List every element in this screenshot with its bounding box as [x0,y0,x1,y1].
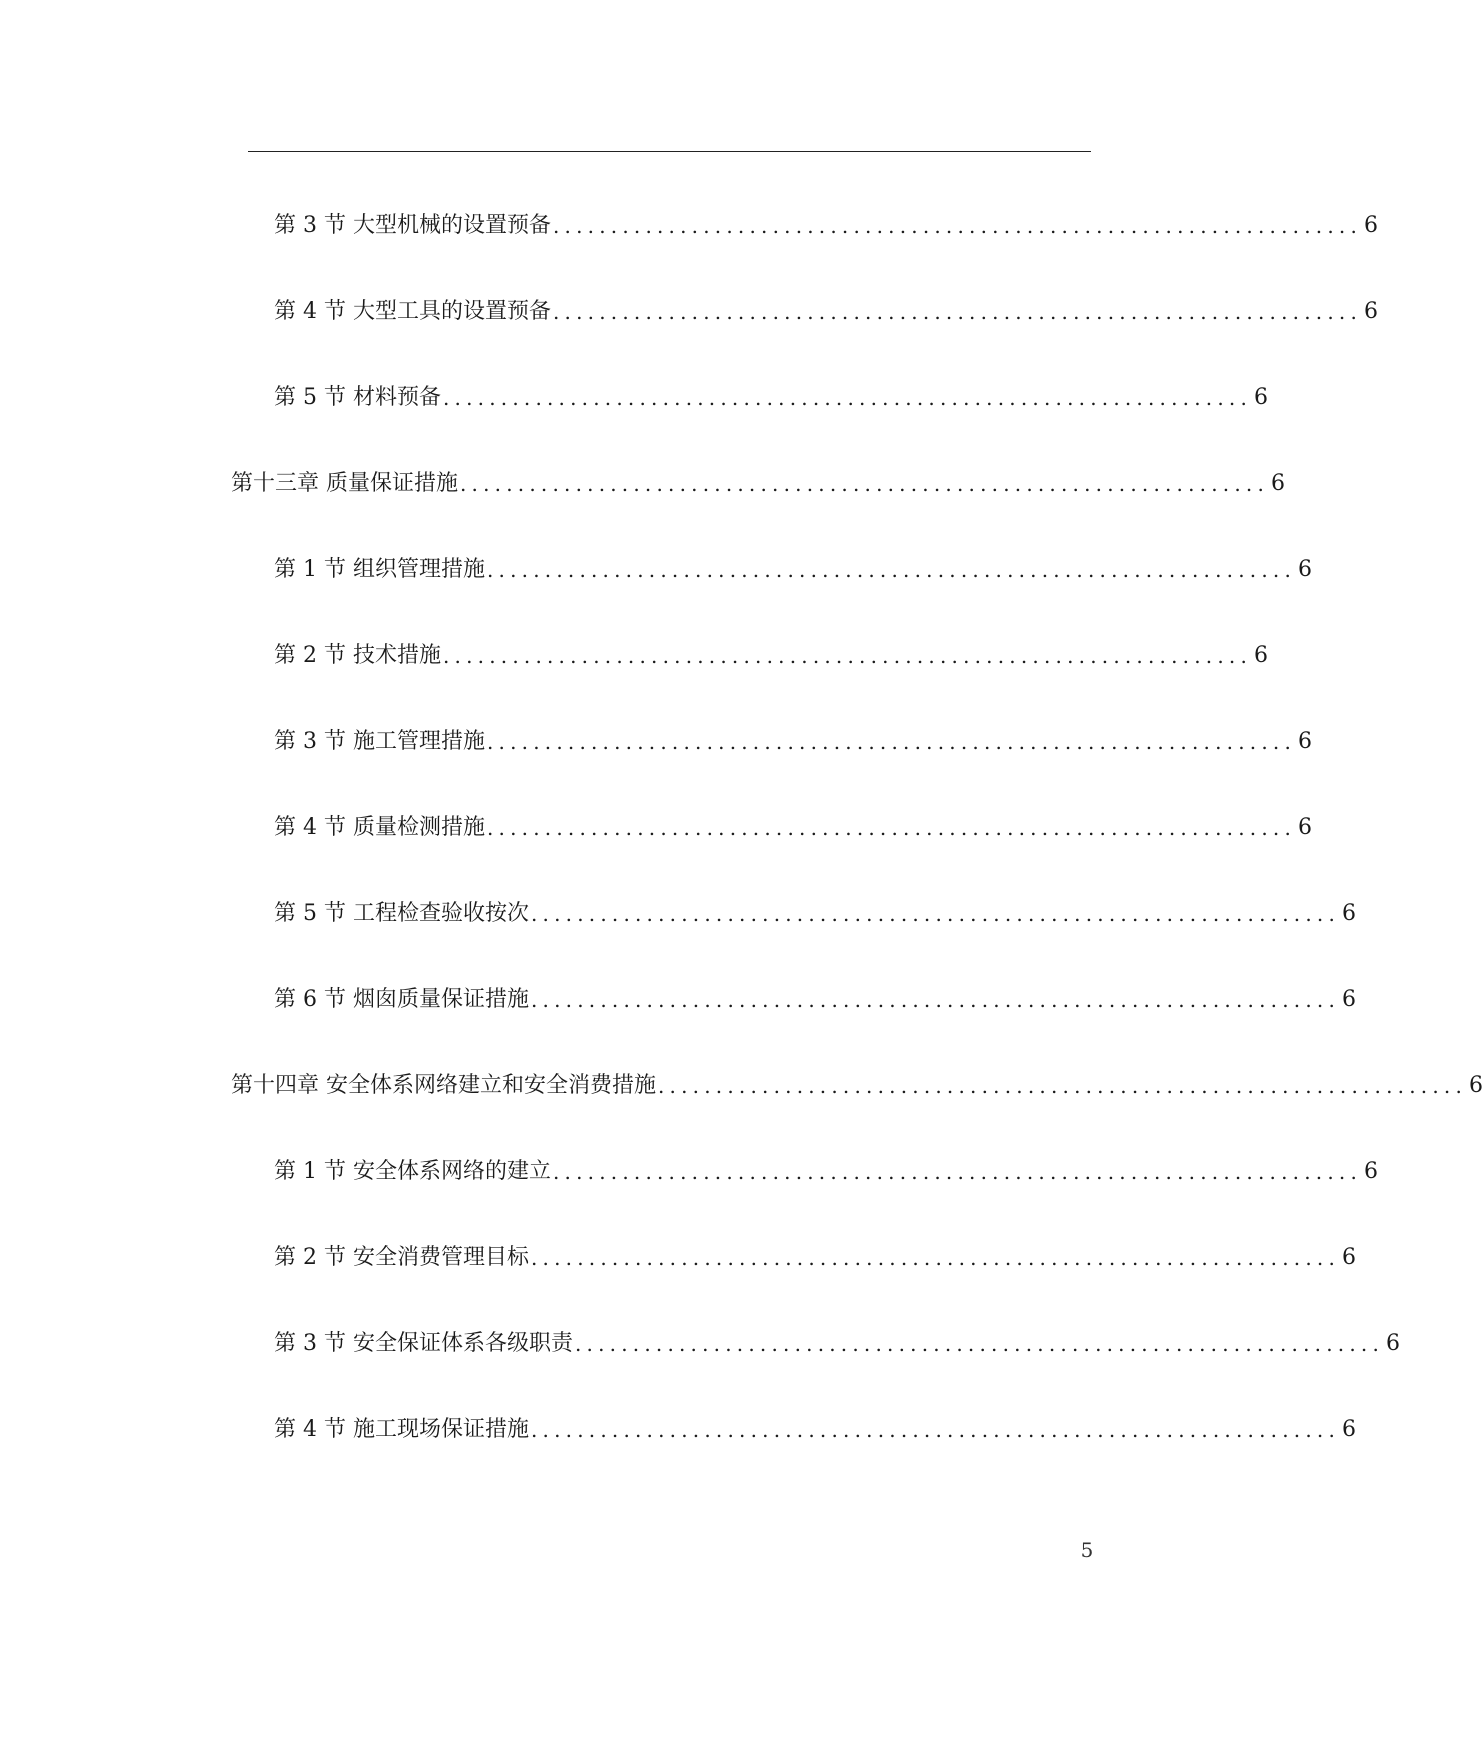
dot-leader: ...................................................................... [442,644,1253,668]
toc-entry-page: 6 [1298,557,1313,582]
dot-leader: ...................................................................... [552,214,1363,238]
toc-entry[interactable] [274,550,1313,590]
toc-entry-label: 第 6 节 烟囱质量保证措施 [274,987,529,1012]
toc-entry-page: 6 [1386,1331,1401,1356]
toc-entry-page: 6 [1469,1073,1483,1098]
toc-entry-label: 第 3 节 安全保证体系各级职责 [274,1331,573,1356]
toc-entry[interactable] [274,1410,1357,1450]
dot-leader: ...................................................................... [530,1246,1341,1270]
toc-entry-page: 6 [1271,471,1286,496]
toc-entry[interactable] [274,378,1269,418]
toc-entry-page: 6 [1342,1417,1357,1442]
dot-leader: ...................................................................... [530,902,1341,926]
toc-entry-page: 6 [1364,213,1379,238]
toc-entry-page: 6 [1342,1245,1357,1270]
dot-leader: ...................................................................... [530,988,1341,1012]
toc-entry-page: 6 [1298,815,1313,840]
toc-entry[interactable] [274,894,1357,934]
dot-leader: ...................................................................... [486,558,1297,582]
toc-entry-label: 第 2 节 安全消费管理目标 [274,1245,529,1270]
toc-entry-page: 6 [1364,299,1379,324]
toc-entry-page: 6 [1342,901,1357,926]
toc-entry[interactable] [274,1152,1379,1192]
toc-entry-page: 6 [1342,987,1357,1012]
toc-entry-label: 第 2 节 技术措施 [274,643,441,668]
dot-leader: ...................................................................... [658,1074,1468,1098]
toc-entry[interactable] [274,722,1313,762]
toc-entry-label: 第 1 节 组织管理措施 [274,557,485,582]
toc-entry-page: 6 [1254,385,1269,410]
toc-entry-label: 第十四章 安全体系网络建立和安全消费措施 [231,1073,656,1098]
dot-leader: ...................................................................... [552,300,1363,324]
toc-entry[interactable] [231,464,1286,504]
toc-entry[interactable] [274,1238,1357,1278]
toc-entry[interactable] [274,636,1269,676]
toc-entry[interactable] [231,1066,1483,1106]
dot-leader: ...................................................................... [460,472,1270,496]
toc-entry[interactable] [274,1324,1401,1364]
toc-entry-label: 第 3 节 施工管理措施 [274,729,485,754]
toc-entry-label: 第 5 节 工程检查验收按次 [274,901,529,926]
toc-entry-page: 6 [1298,729,1313,754]
dot-leader: ...................................................................... [530,1418,1341,1442]
dot-leader: ...................................................................... [552,1160,1363,1184]
toc-entry-label: 第十三章 质量保证措施 [231,471,458,496]
toc-entry-label: 第 1 节 安全体系网络的建立 [274,1159,551,1184]
toc-entry[interactable] [274,206,1379,246]
dot-leader: ...................................................................... [574,1332,1385,1356]
dot-leader: ...................................................................... [486,816,1297,840]
toc-entry-page: 6 [1364,1159,1379,1184]
toc-entry[interactable] [274,980,1357,1020]
toc-entry-page: 6 [1254,643,1269,668]
toc-entry[interactable] [274,808,1313,848]
toc-entry-label: 第 5 节 材料预备 [274,385,441,410]
toc-entry-label: 第 4 节 施工现场保证措施 [274,1417,529,1442]
toc-entry-label: 第 4 节 质量检测措施 [274,815,485,840]
toc-entry-label: 第 4 节 大型工具的设置预备 [274,299,551,324]
page-number: 5 [1080,1538,1094,1562]
dot-leader: ...................................................................... [486,730,1297,754]
toc-entry-label: 第 3 节 大型机械的设置预备 [274,213,551,238]
dot-leader: ...................................................................... [442,386,1253,410]
toc-entry[interactable] [274,292,1379,332]
